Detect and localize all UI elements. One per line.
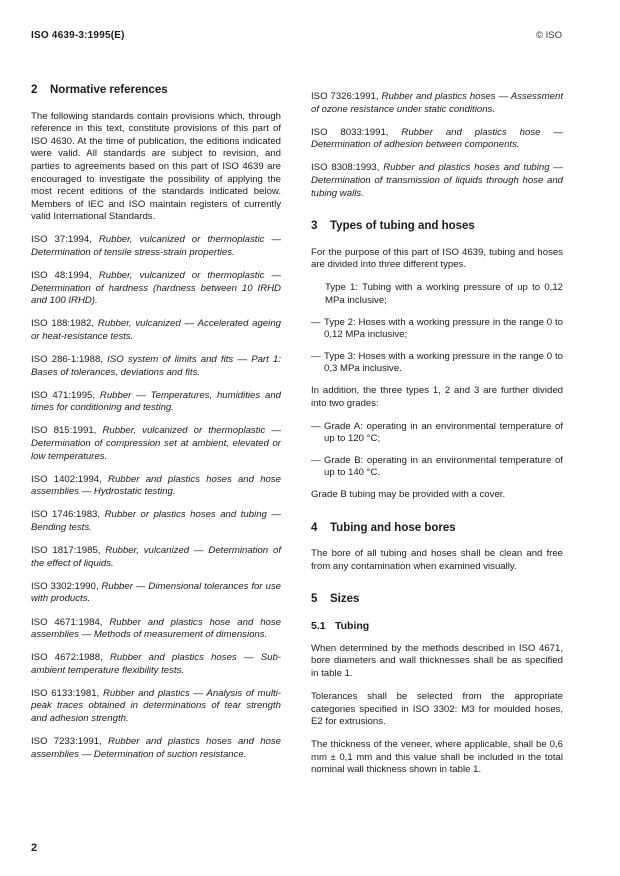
type-1-item: Type 1: Tubing with a working pressure of up to 0,12 MPa inclusive; xyxy=(325,282,563,307)
copyright-mark: © ISO xyxy=(535,30,562,41)
reference-iso-4671: ISO 4671:1984, Rubber and plastics hose and hose assemblies — Methods of measurement of dimensions. xyxy=(31,616,281,641)
section-3-heading: 3 Types of tubing and hoses xyxy=(311,220,475,233)
reference-iso-7233: ISO 7233:1991, Rubber and plastics hoses and hose assemblies — Determination of suction resistance. xyxy=(31,736,282,760)
section-5-1-p1: When determined by the methods described in ISO 4671, bore diameters and wall thicknesses shall be as specified in table 1. xyxy=(311,642,563,679)
section-2-intro: The following standards contain provisions which, through reference in this text, constitute provisions of this part of ISO 4630. At the time of publication, the editions indicated were valid. All standards are subject to revision, and parties to agreements based on this part of ISO 4639 are encouraged to investigate the possibility of applying the most recent editions of the standards indicated below. Members of IEC and ISO maintain registers of currently valid International Standards. xyxy=(31,110,281,223)
section-5-1-p2: Tolerances shall be selected from the appropriate categories specified in ISO 3302: M3 for moulded hoses, E2 for extrusions. xyxy=(311,690,563,728)
section-5-1-heading: 5.1 Tubing xyxy=(311,620,370,633)
type-2-item: — Type 2: Hoses with a working pressure in the range 0 to 0,12 MPa inclusive; xyxy=(311,316,563,341)
section-4-body: The bore of all tubing and hoses shall be clean and free from any contamination when examined visually. xyxy=(311,548,563,572)
left-column xyxy=(31,84,281,772)
reference-iso-1817: ISO 1817:1985, Rubber, vulcanized — Determination of the effect of liquids. xyxy=(31,545,281,569)
section-3-intro: For the purpose of this part of ISO 4639, tubing and hoses are divided into three different types. xyxy=(311,246,563,271)
grade-b-item: — Grade B: operating in an environmental temperature of up to 140 °C. xyxy=(311,454,563,479)
reference-iso-6133: ISO 6133:1981, Rubber and plastics — Analysis of multi-peak traces obtained in determinations of tear strength and adhesion strength. xyxy=(31,687,281,725)
reference-iso-1746: ISO 1746:1983, Rubber or plastics hoses and tubing — Bending tests. xyxy=(31,509,281,534)
reference-iso-471: ISO 471:1995, Rubber — Temperatures, humidities and times for conditioning and testing. xyxy=(31,389,281,414)
reference-iso-48: ISO 48:1994, Rubber, vulcanized or thermoplastic — Determination of hardness (hardness between 10 IRHD and 100 IRHD). xyxy=(31,270,281,307)
reference-iso-7326: ISO 7326:1991, Rubber and plastics hoses — Assessment of ozone resistance under static conditions. xyxy=(311,91,563,115)
reference-iso-37: ISO 37:1994, Rubber, vulcanized or thermoplastic — Determination of tensile stress-strain properties. xyxy=(31,234,281,259)
reference-iso-1402: ISO 1402:1994, Rubber and plastics hoses and hose assemblies — Hydrostatic testing. xyxy=(31,473,282,498)
type-3-item: — Type 3: Hoses with a working pressure in the range 0 to 0,3 MPa inclusive. xyxy=(311,350,563,375)
reference-iso-3302: ISO 3302:1990, Rubber — Dimensional tolerances for use with products. xyxy=(31,580,281,605)
section-2-heading: 2 Normative references xyxy=(31,84,168,96)
reference-iso-8308: ISO 8308:1993, Rubber and plastics hoses and tubing — Determination of transmission of liquids through hose and tubing walls. xyxy=(311,162,563,199)
grade-a-item: — Grade A: operating in an environmental temperature of up to 120 °C; xyxy=(311,420,563,445)
right-column xyxy=(311,91,563,787)
page-number: 2 xyxy=(31,842,38,854)
grades-intro: In addition, the three types 1, 2 and 3 are further divided into two grades: xyxy=(311,385,563,409)
reference-iso-815: ISO 815:1991, Rubber, vulcanized or thermoplastic — Determination of compression set at ambient, elevated or low temperatures. xyxy=(31,425,282,462)
document-id: ISO 4639-3:1995(E) xyxy=(31,30,125,41)
reference-iso-8033: ISO 8033:1991, Rubber and plastics hose — Determination of adhesion between components. xyxy=(311,126,563,151)
section-5-heading: 5 Sizes xyxy=(311,593,360,606)
reference-iso-286-1: ISO 286-1:1988, ISO system of limits and fits — Part 1: Bases of tolerances, deviations and fits. xyxy=(31,354,281,378)
reference-iso-188: ISO 188:1982, Rubber, vulcanized — Accelerated ageing or heat-resistance tests. xyxy=(31,318,281,342)
cover-note: Grade B tubing may be provided with a cover. xyxy=(311,489,506,501)
section-4-heading: 4 Tubing and hose bores xyxy=(311,521,456,534)
reference-iso-4672: ISO 4672:1988, Rubber and plastics hoses — Sub-ambient temperature flexibility tests. xyxy=(31,652,281,676)
section-5-1-p3: The thickness of the veneer, where applicable, shall be 0,6 mm ± 0,1 mm and this value shall be included in the total nominal wall thickness shown in table 1. xyxy=(311,739,563,776)
